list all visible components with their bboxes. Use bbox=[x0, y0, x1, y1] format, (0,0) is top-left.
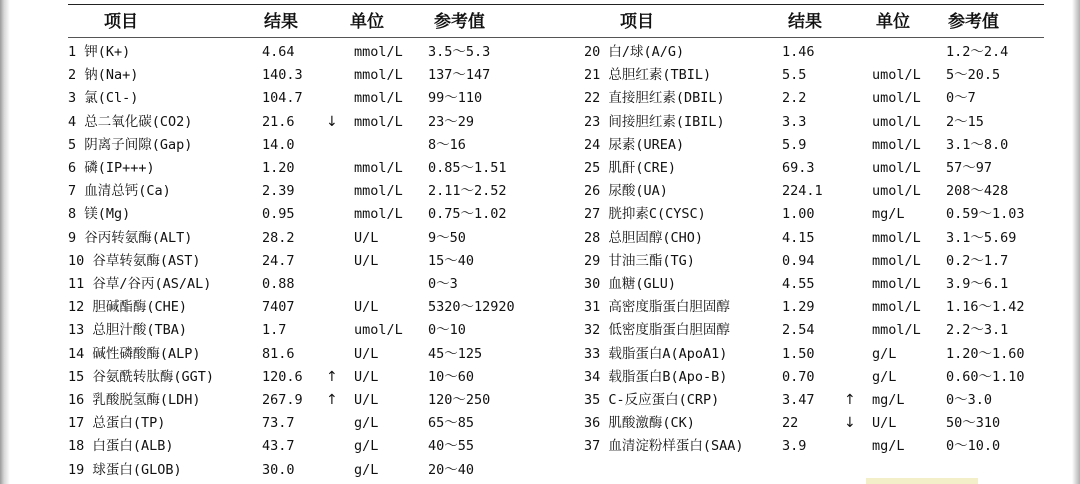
row-unit: U/L bbox=[872, 415, 897, 432]
table-row bbox=[64, 111, 580, 134]
row-item-name: 总蛋白(TP) bbox=[92, 415, 166, 432]
row-number: 28 bbox=[584, 229, 601, 246]
row-item-name: 钠(Na+) bbox=[84, 67, 139, 84]
row-unit: U/L bbox=[354, 392, 379, 408]
row-item-name: 碱性磷酸酶(ALP) bbox=[92, 345, 201, 362]
row-unit: mg/L bbox=[872, 438, 905, 455]
row-item bbox=[68, 343, 201, 366]
row-result: 120.6 bbox=[262, 368, 303, 385]
row-reference: 1.2～2.4 bbox=[946, 44, 1009, 60]
row-reference: 0～7 bbox=[946, 90, 976, 107]
row-item bbox=[68, 87, 138, 110]
row-number: 20 bbox=[584, 44, 601, 60]
row-reference: 40～55 bbox=[428, 438, 475, 455]
table-row bbox=[580, 180, 1044, 203]
table-row bbox=[580, 227, 1044, 250]
row-result: 2.2 bbox=[782, 90, 807, 107]
footer-highlight bbox=[866, 478, 978, 484]
row-item bbox=[68, 111, 192, 134]
row-number: 19 bbox=[68, 461, 85, 478]
row-result: 224.1 bbox=[782, 183, 823, 200]
row-number: 8 bbox=[68, 206, 77, 223]
table-row bbox=[64, 343, 580, 366]
row-result: 1.29 bbox=[782, 299, 815, 316]
table-row bbox=[580, 435, 1044, 458]
row-item-name: 血糖(GLU) bbox=[608, 276, 677, 292]
row-number: 13 bbox=[68, 322, 85, 339]
row-item-name: 肌酐(CRE) bbox=[608, 160, 677, 176]
row-reference: 3.9～6.1 bbox=[946, 276, 1009, 292]
table-row bbox=[64, 64, 580, 87]
row-item bbox=[68, 412, 165, 435]
row-item-name: 尿酸(UA) bbox=[608, 183, 668, 200]
row-unit: umol/L bbox=[354, 322, 403, 339]
row-result: 5.5 bbox=[782, 67, 807, 84]
row-number: 9 bbox=[68, 229, 77, 246]
row-result: 0.94 bbox=[782, 252, 815, 269]
row-item-name: 镁(Mg) bbox=[84, 206, 131, 223]
row-item bbox=[584, 227, 703, 250]
row-item bbox=[68, 203, 130, 226]
row-unit: g/L bbox=[354, 461, 379, 478]
row-item bbox=[584, 412, 695, 435]
row-item bbox=[68, 459, 182, 482]
row-item-name: 白/球(A/G) bbox=[608, 44, 685, 60]
row-flag: ↑ bbox=[326, 392, 338, 408]
row-unit: umol/L bbox=[872, 183, 921, 200]
row-item-name: 总胆汁酸(TBA) bbox=[92, 322, 188, 339]
row-item bbox=[584, 64, 711, 87]
lab-report-table bbox=[64, 0, 1044, 484]
row-item-name: 球蛋白(GLOB) bbox=[92, 461, 182, 478]
row-result: 4.64 bbox=[262, 44, 295, 60]
header-rule bbox=[68, 37, 1044, 38]
row-reference: 0.60～1.10 bbox=[946, 368, 1025, 385]
row-item-name: 低密度脂蛋白胆固醇 bbox=[608, 322, 730, 339]
row-item bbox=[584, 435, 744, 458]
table-row bbox=[64, 134, 580, 157]
row-result: 2.54 bbox=[782, 322, 815, 339]
row-number: 33 bbox=[584, 345, 601, 362]
row-item-name: 肌酸激酶(CK) bbox=[608, 415, 695, 432]
table-row bbox=[580, 319, 1044, 342]
table-row bbox=[64, 366, 580, 389]
row-result: 28.2 bbox=[262, 229, 295, 246]
row-number: 3 bbox=[68, 90, 77, 107]
table-row bbox=[580, 87, 1044, 110]
row-item bbox=[68, 64, 138, 87]
row-item bbox=[68, 296, 187, 319]
row-number: 35 bbox=[584, 392, 601, 408]
row-reference: 5～20.5 bbox=[946, 67, 1001, 84]
row-number: 22 bbox=[584, 90, 601, 107]
row-unit: mmol/L bbox=[872, 299, 921, 316]
row-unit: mg/L bbox=[872, 206, 905, 223]
row-reference: 0.2～1.7 bbox=[946, 252, 1009, 269]
row-number: 6 bbox=[68, 160, 77, 176]
header-item: 项目 bbox=[104, 12, 138, 32]
row-reference: 45～125 bbox=[428, 345, 483, 362]
row-item bbox=[68, 319, 187, 342]
row-unit: g/L bbox=[872, 368, 897, 385]
row-item-name: 谷草转氨酶(AST) bbox=[92, 252, 201, 269]
row-reference: 5320～12920 bbox=[428, 299, 515, 316]
row-reference: 99～110 bbox=[428, 90, 483, 107]
row-unit: g/L bbox=[872, 345, 897, 362]
row-item bbox=[68, 250, 201, 273]
row-item-name: 阴离子间隙(Gap) bbox=[84, 136, 193, 153]
table-row bbox=[580, 157, 1044, 180]
row-unit: mmol/L bbox=[872, 276, 921, 292]
row-number: 26 bbox=[584, 183, 601, 200]
table-row bbox=[64, 180, 580, 203]
row-unit: U/L bbox=[354, 229, 379, 246]
row-result: 1.00 bbox=[782, 206, 815, 223]
row-item-name: 高密度脂蛋白胆固醇 bbox=[608, 299, 730, 316]
row-result: 3.9 bbox=[782, 438, 807, 455]
header-unit: 单位 bbox=[350, 12, 384, 32]
row-item bbox=[584, 134, 684, 157]
row-result: 14.0 bbox=[262, 136, 295, 153]
row-item-name: 血清总钙(Ca) bbox=[84, 183, 171, 200]
row-unit: mmol/L bbox=[354, 90, 403, 107]
row-number: 31 bbox=[584, 299, 601, 316]
row-reference: 0～3 bbox=[428, 276, 458, 292]
top-rule bbox=[68, 4, 1044, 5]
row-item-name: 直接胆红素(DBIL) bbox=[608, 90, 725, 107]
row-unit: U/L bbox=[354, 299, 379, 316]
row-number: 16 bbox=[68, 392, 85, 408]
row-number: 24 bbox=[584, 136, 601, 153]
row-reference: 10～60 bbox=[428, 368, 475, 385]
row-reference: 23～29 bbox=[428, 113, 475, 130]
row-item bbox=[68, 41, 130, 64]
row-result: 1.46 bbox=[782, 44, 815, 60]
row-result: 0.95 bbox=[262, 206, 295, 223]
row-number: 4 bbox=[68, 113, 77, 130]
row-result: 30.0 bbox=[262, 461, 295, 478]
row-flag: ↓ bbox=[326, 113, 338, 130]
row-result: 3.47 bbox=[782, 392, 815, 408]
row-item-name: 载脂蛋白B(Apo-B) bbox=[608, 368, 728, 385]
row-reference: 0.85～1.51 bbox=[428, 160, 507, 176]
table-row bbox=[580, 64, 1044, 87]
row-reference: 0.59～1.03 bbox=[946, 206, 1025, 223]
row-reference: 0.75～1.02 bbox=[428, 206, 507, 223]
row-reference: 0～3.0 bbox=[946, 392, 993, 408]
row-item-name: 白蛋白(ALB) bbox=[92, 438, 174, 455]
row-reference: 15～40 bbox=[428, 252, 475, 269]
row-unit: mmol/L bbox=[354, 160, 403, 176]
row-item bbox=[584, 41, 684, 64]
row-item bbox=[68, 227, 192, 250]
table-row bbox=[580, 203, 1044, 226]
row-item bbox=[68, 157, 155, 180]
row-flag: ↑ bbox=[326, 368, 338, 385]
row-item bbox=[584, 111, 725, 134]
table-row bbox=[64, 87, 580, 110]
row-reference: 2.2～3.1 bbox=[946, 322, 1009, 339]
row-number: 5 bbox=[68, 136, 77, 153]
header-unit: 单位 bbox=[876, 12, 910, 32]
row-unit: umol/L bbox=[872, 160, 921, 176]
table-row bbox=[580, 296, 1044, 319]
row-item bbox=[584, 203, 706, 226]
row-item bbox=[584, 250, 695, 273]
row-reference: 208～428 bbox=[946, 183, 1009, 200]
row-item-name: 间接胆红素(IBIL) bbox=[608, 113, 725, 130]
row-number: 34 bbox=[584, 368, 601, 385]
row-result: 1.7 bbox=[262, 322, 287, 339]
row-unit: mmol/L bbox=[354, 113, 403, 130]
row-unit: U/L bbox=[354, 252, 379, 269]
table-row bbox=[580, 389, 1044, 412]
row-result: 104.7 bbox=[262, 90, 303, 107]
row-unit: umol/L bbox=[872, 90, 921, 107]
row-item-name: 谷草/谷丙(AS/AL) bbox=[92, 276, 212, 292]
row-item bbox=[584, 366, 727, 389]
row-reference: 50～310 bbox=[946, 415, 1001, 432]
row-item-name: 胆碱酯酶(CHE) bbox=[92, 299, 188, 316]
row-item bbox=[68, 435, 174, 458]
row-result: 267.9 bbox=[262, 392, 303, 408]
row-result: 1.20 bbox=[262, 160, 295, 176]
row-reference: 2～15 bbox=[946, 113, 984, 130]
row-unit: mmol/L bbox=[354, 183, 403, 200]
row-item-name: 氯(Cl-) bbox=[84, 90, 139, 107]
row-unit: mmol/L bbox=[354, 44, 403, 60]
row-unit: umol/L bbox=[872, 67, 921, 84]
row-number: 23 bbox=[584, 113, 601, 130]
page-edge-shadow-right bbox=[1072, 0, 1080, 484]
row-result: 3.3 bbox=[782, 113, 807, 130]
row-result: 0.88 bbox=[262, 276, 295, 292]
row-unit: g/L bbox=[354, 415, 379, 432]
table-row bbox=[580, 412, 1044, 435]
row-reference: 3.1～8.0 bbox=[946, 136, 1009, 153]
table-row bbox=[64, 389, 580, 412]
row-item bbox=[584, 273, 676, 296]
row-reference: 0～10.0 bbox=[946, 438, 1001, 455]
row-item bbox=[68, 366, 214, 389]
header-reference: 参考值 bbox=[434, 12, 485, 32]
table-row bbox=[64, 296, 580, 319]
table-row bbox=[580, 250, 1044, 273]
table-row bbox=[64, 41, 580, 64]
table-row bbox=[580, 366, 1044, 389]
row-item-name: 甘油三酯(TG) bbox=[608, 252, 695, 269]
row-flag: ↓ bbox=[844, 415, 856, 432]
row-item bbox=[584, 87, 725, 110]
row-result: 7407 bbox=[262, 299, 295, 316]
row-reference: 3.1～5.69 bbox=[946, 229, 1017, 246]
row-item-name: 钾(K+) bbox=[84, 44, 131, 60]
header-result: 结果 bbox=[788, 12, 822, 32]
row-reference: 120～250 bbox=[428, 392, 491, 408]
row-result: 1.50 bbox=[782, 345, 815, 362]
row-reference: 8～16 bbox=[428, 136, 466, 153]
row-number: 10 bbox=[68, 252, 85, 269]
row-result: 73.7 bbox=[262, 415, 295, 432]
row-item-name: 血清淀粉样蛋白(SAA) bbox=[608, 438, 744, 455]
row-flag: ↑ bbox=[844, 392, 856, 408]
row-item-name: 乳酸脱氢酶(LDH) bbox=[92, 392, 201, 408]
row-result: 140.3 bbox=[262, 67, 303, 84]
row-number: 2 bbox=[68, 67, 77, 84]
row-number: 15 bbox=[68, 368, 85, 385]
row-result: 2.39 bbox=[262, 183, 295, 200]
row-number: 25 bbox=[584, 160, 601, 176]
row-reference: 57～97 bbox=[946, 160, 993, 176]
table-row bbox=[64, 227, 580, 250]
table-row bbox=[580, 343, 1044, 366]
header-reference: 参考值 bbox=[948, 12, 999, 32]
row-unit: mmol/L bbox=[354, 206, 403, 223]
row-result: 81.6 bbox=[262, 345, 295, 362]
row-item bbox=[584, 389, 719, 412]
row-number: 32 bbox=[584, 322, 601, 339]
row-unit: mmol/L bbox=[872, 229, 921, 246]
row-number: 17 bbox=[68, 415, 85, 432]
row-number: 27 bbox=[584, 206, 601, 223]
row-item-name: 总胆固醇(CHO) bbox=[608, 229, 704, 246]
row-result: 4.15 bbox=[782, 229, 815, 246]
row-reference: 137～147 bbox=[428, 67, 491, 84]
row-result: 4.55 bbox=[782, 276, 815, 292]
page-edge-shadow-left bbox=[0, 0, 10, 484]
row-result: 22 bbox=[782, 415, 799, 432]
row-item bbox=[68, 180, 171, 203]
row-item-name: 胱抑素C(CYSC) bbox=[608, 206, 706, 223]
row-unit: mmol/L bbox=[872, 252, 921, 269]
table-row bbox=[64, 459, 580, 482]
row-reference: 1.16～1.42 bbox=[946, 299, 1025, 316]
row-item bbox=[584, 296, 730, 319]
row-result: 43.7 bbox=[262, 438, 295, 455]
row-item bbox=[68, 273, 211, 296]
row-result: 0.70 bbox=[782, 368, 815, 385]
row-number: 29 bbox=[584, 252, 601, 269]
row-item-name: 磷(IP+++) bbox=[84, 160, 155, 176]
table-row bbox=[64, 250, 580, 273]
row-reference: 2.11～2.52 bbox=[428, 183, 507, 200]
row-result: 5.9 bbox=[782, 136, 807, 153]
row-item bbox=[584, 343, 727, 366]
row-item bbox=[584, 319, 730, 342]
row-reference: 3.5～5.3 bbox=[428, 44, 491, 60]
row-number: 37 bbox=[584, 438, 601, 455]
row-unit: mmol/L bbox=[354, 67, 403, 84]
row-unit: g/L bbox=[354, 438, 379, 455]
row-reference: 65～85 bbox=[428, 415, 475, 432]
row-unit: U/L bbox=[354, 368, 379, 385]
row-number: 36 bbox=[584, 415, 601, 432]
table-row bbox=[64, 412, 580, 435]
row-number: 21 bbox=[584, 67, 601, 84]
table-row bbox=[580, 111, 1044, 134]
table-row bbox=[580, 41, 1044, 64]
row-item-name: 总胆红素(TBIL) bbox=[608, 67, 712, 84]
header-item: 项目 bbox=[620, 12, 654, 32]
row-item-name: 谷丙转氨酶(ALT) bbox=[84, 229, 193, 246]
table-row bbox=[64, 273, 580, 296]
row-reference: 0～10 bbox=[428, 322, 466, 339]
row-unit: umol/L bbox=[872, 113, 921, 130]
table-row bbox=[580, 273, 1044, 296]
table-row bbox=[580, 134, 1044, 157]
row-result: 21.6 bbox=[262, 113, 295, 130]
row-item-name: 谷氨酰转肽酶(GGT) bbox=[92, 368, 215, 385]
row-item-name: 总二氧化碳(CO2) bbox=[84, 113, 193, 130]
row-number: 14 bbox=[68, 345, 85, 362]
table-row bbox=[64, 319, 580, 342]
row-number: 12 bbox=[68, 299, 85, 316]
row-unit: mmol/L bbox=[872, 136, 921, 153]
row-item bbox=[68, 389, 201, 412]
row-reference: 1.20～1.60 bbox=[946, 345, 1025, 362]
row-unit: mmol/L bbox=[872, 322, 921, 339]
row-unit: U/L bbox=[354, 345, 379, 362]
row-number: 7 bbox=[68, 183, 77, 200]
row-item-name: C-反应蛋白(CRP) bbox=[608, 392, 720, 408]
row-item-name: 载脂蛋白A(ApoA1) bbox=[608, 345, 728, 362]
row-reference: 20～40 bbox=[428, 461, 475, 478]
row-reference: 9～50 bbox=[428, 229, 466, 246]
row-result: 24.7 bbox=[262, 252, 295, 269]
row-item-name: 尿素(UREA) bbox=[608, 136, 685, 153]
table-row bbox=[64, 157, 580, 180]
header-result: 结果 bbox=[264, 12, 298, 32]
row-unit: mg/L bbox=[872, 392, 905, 408]
row-number: 11 bbox=[68, 276, 85, 292]
table-row bbox=[64, 435, 580, 458]
row-item bbox=[584, 157, 676, 180]
row-result: 69.3 bbox=[782, 160, 815, 176]
row-number: 30 bbox=[584, 276, 601, 292]
row-item bbox=[584, 180, 668, 203]
row-number: 18 bbox=[68, 438, 85, 455]
row-number: 1 bbox=[68, 44, 77, 60]
table-row bbox=[64, 203, 580, 226]
row-item bbox=[68, 134, 192, 157]
